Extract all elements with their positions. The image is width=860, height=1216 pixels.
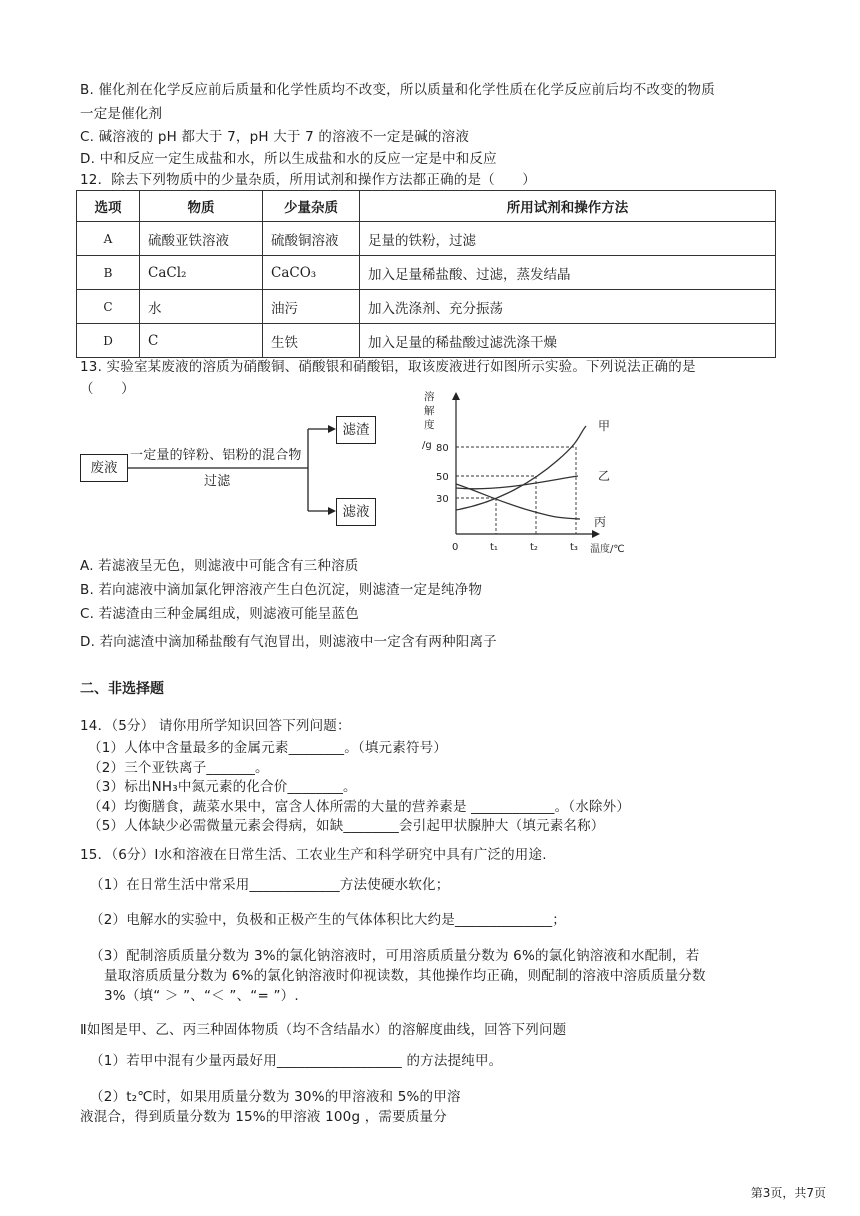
- q15-stem: 15．（6分）Ⅰ水和溶液在日常生活、工农业生产和科学研究中具有广泛的用途.: [80, 847, 547, 863]
- page-number: 第3页，共7页: [750, 1186, 826, 1200]
- ytick-label: 30: [436, 494, 449, 505]
- header-impurity: 少量杂质: [263, 191, 360, 222]
- row-option: D: [77, 324, 140, 358]
- x-axis-arrow-icon: [592, 530, 600, 538]
- header-option: 选项: [77, 191, 140, 222]
- q15-part1-q2: （2）电解水的实验中，负极和正极产生的气体体积比大约是______________；: [90, 912, 566, 928]
- ylabel-char: 度: [424, 419, 435, 431]
- xtick-label: t₃: [570, 542, 578, 553]
- row-option: B: [77, 256, 140, 290]
- q15-part1-q3-line1: （3）配制溶质质量分数为 3%的氯化钠溶液时，可用溶质质量分数为 6%的氯化钠溶液和水配制，若: [90, 948, 700, 964]
- row-substance: 水: [140, 290, 263, 324]
- ylabel-char: 溶: [424, 391, 435, 403]
- q11-option-d: D. 中和反应一定生成盐和水，所以生成盐和水的反应一定是中和反应: [80, 151, 497, 167]
- row-impurity: 硫酸铜溶液: [263, 222, 360, 256]
- q13-option-a: A. 若滤液呈无色，则滤液中可能含有三种溶质: [80, 558, 359, 574]
- q14-stem: 14．（5分） 请你用所学知识回答下列问题：: [80, 718, 351, 734]
- header-substance: 物质: [140, 191, 263, 222]
- curve-label: 甲: [598, 419, 611, 433]
- y-axis-arrow-icon: [452, 392, 460, 400]
- q15-part1-q3-line3: 3%（填“ ＞ ”、“＜ ”、“= ”）.: [104, 988, 299, 1004]
- curve-jia: [456, 426, 586, 510]
- row-method: 足量的铁粉，过滤: [360, 222, 776, 256]
- row-method: 加入足量的稀盐酸过滤洗涤干燥: [360, 324, 776, 358]
- xtick-label: 0: [452, 542, 459, 553]
- row-impurity: 油污: [263, 290, 360, 324]
- q13-option-c: C. 若滤渣由三种金属组成，则滤液可能呈蓝色: [80, 606, 359, 622]
- q13-option-d: D. 若向滤渣中滴加稀盐酸有气泡冒出，则滤液中一定含有两种阳离子: [80, 634, 497, 650]
- q15-part2-q2-line2: 液混合，得到质量分数为 15%的甲溶液 100g ，需要质量分: [80, 1109, 447, 1125]
- row-impurity: 生铁: [263, 324, 360, 358]
- row-method: 加入洗涤剂、充分振荡: [360, 290, 776, 324]
- flow-reagent-label: 一定量的锌粉、铝粉的混合物: [130, 448, 302, 463]
- q13-stem-line2: （ ）: [80, 381, 135, 397]
- flow-waste-box: 废液: [80, 454, 128, 482]
- q15-part1-q1: （1）在日常生活中常采用_____________方法使硬水软化；: [90, 877, 450, 893]
- row-impurity: CaCO₃: [263, 256, 360, 290]
- flow-filtrate-box: 滤液: [336, 498, 376, 526]
- q11-option-b-line1: B. 催化剂在化学反应前后质量和化学性质均不改变，所以质量和化学性质在化学反应前后均不改变的物质: [80, 82, 715, 98]
- xtick-label: t₁: [490, 542, 498, 553]
- row-substance: 硫酸亚铁溶液: [140, 222, 263, 256]
- row-option: C: [77, 290, 140, 324]
- row-substance: C: [140, 324, 263, 358]
- ytick-label: 80: [436, 443, 449, 454]
- q12-stem: 12．除去下列物质中的少量杂质，所用试剂和操作方法都正确的是（ ）: [80, 172, 536, 188]
- q14-item: （4）均衡膳食，蔬菜水果中，富含人体所需的大量的营养素是 ____________。（水除外）: [88, 799, 631, 815]
- section-title: 二、非选择题: [80, 681, 164, 697]
- flow-operation-label: 过滤: [204, 474, 231, 489]
- q11-option-b-line2: 一定是催化剂: [80, 106, 163, 122]
- ylabel-unit: /g: [422, 440, 432, 451]
- row-option: A: [77, 222, 140, 256]
- q15-part2-q1: （1）若甲中混有少量丙最好用__________________ 的方法提纯甲。: [90, 1053, 503, 1069]
- curve-yi: [456, 476, 578, 489]
- curve-label: 乙: [598, 469, 611, 483]
- q15-part2-q2-line1: （2）t₂℃时，如果用质量分数为 30%的甲溶液和 5%的甲溶: [90, 1089, 461, 1105]
- row-substance: CaCl₂: [140, 256, 263, 290]
- q13-stem-line1: 13. 实验室某废液的溶质为硝酸铜、硝酸银和硝酸铝，取该废液进行如图所示实验。下列说法正确的是: [80, 359, 696, 375]
- q14-item: （5）人体缺少必需微量元素会得病，如缺________会引起甲状腺肿大（填元素名称）: [88, 818, 605, 834]
- q13-option-b: B. 若向滤液中滴加氯化钾溶液产生白色沉淀，则滤渣一定是纯净物: [80, 582, 483, 598]
- ylabel-char: 解: [424, 405, 435, 417]
- q15-part1-q3-line2: 量取溶质质量分数为 6%的氯化钠溶液时仰视读数，其他操作均正确，则配制的溶液中溶质质量分数: [104, 968, 706, 984]
- solubility-graph: [410, 384, 630, 559]
- row-method: 加入足量稀盐酸、过滤，蒸发结晶: [360, 256, 776, 290]
- curve-label: 丙: [594, 515, 607, 529]
- q14-item: （3）标出NH₃中氮元素的化合价________。: [88, 779, 357, 795]
- q15-part2-stem: Ⅱ如图是甲、乙、丙三种固体物质（均不含结晶水）的溶解度曲线，回答下列问题: [80, 1022, 567, 1038]
- xaxis-label: 温度/℃: [590, 544, 625, 555]
- q11-option-c: C. 碱溶液的 pH 都大于 7，pH 大于 7 的溶液不一定是碱的溶液: [80, 129, 470, 145]
- xtick-label: t₂: [530, 542, 538, 553]
- ytick-label: 50: [436, 472, 449, 483]
- flow-residue-box: 滤渣: [336, 416, 376, 444]
- header-method: 所用试剂和操作方法: [360, 191, 776, 222]
- q14-item: （1）人体中含量最多的金属元素________。（填元素符号）: [88, 740, 448, 756]
- q14-item: （2）三个亚铁离子_______。: [88, 760, 269, 776]
